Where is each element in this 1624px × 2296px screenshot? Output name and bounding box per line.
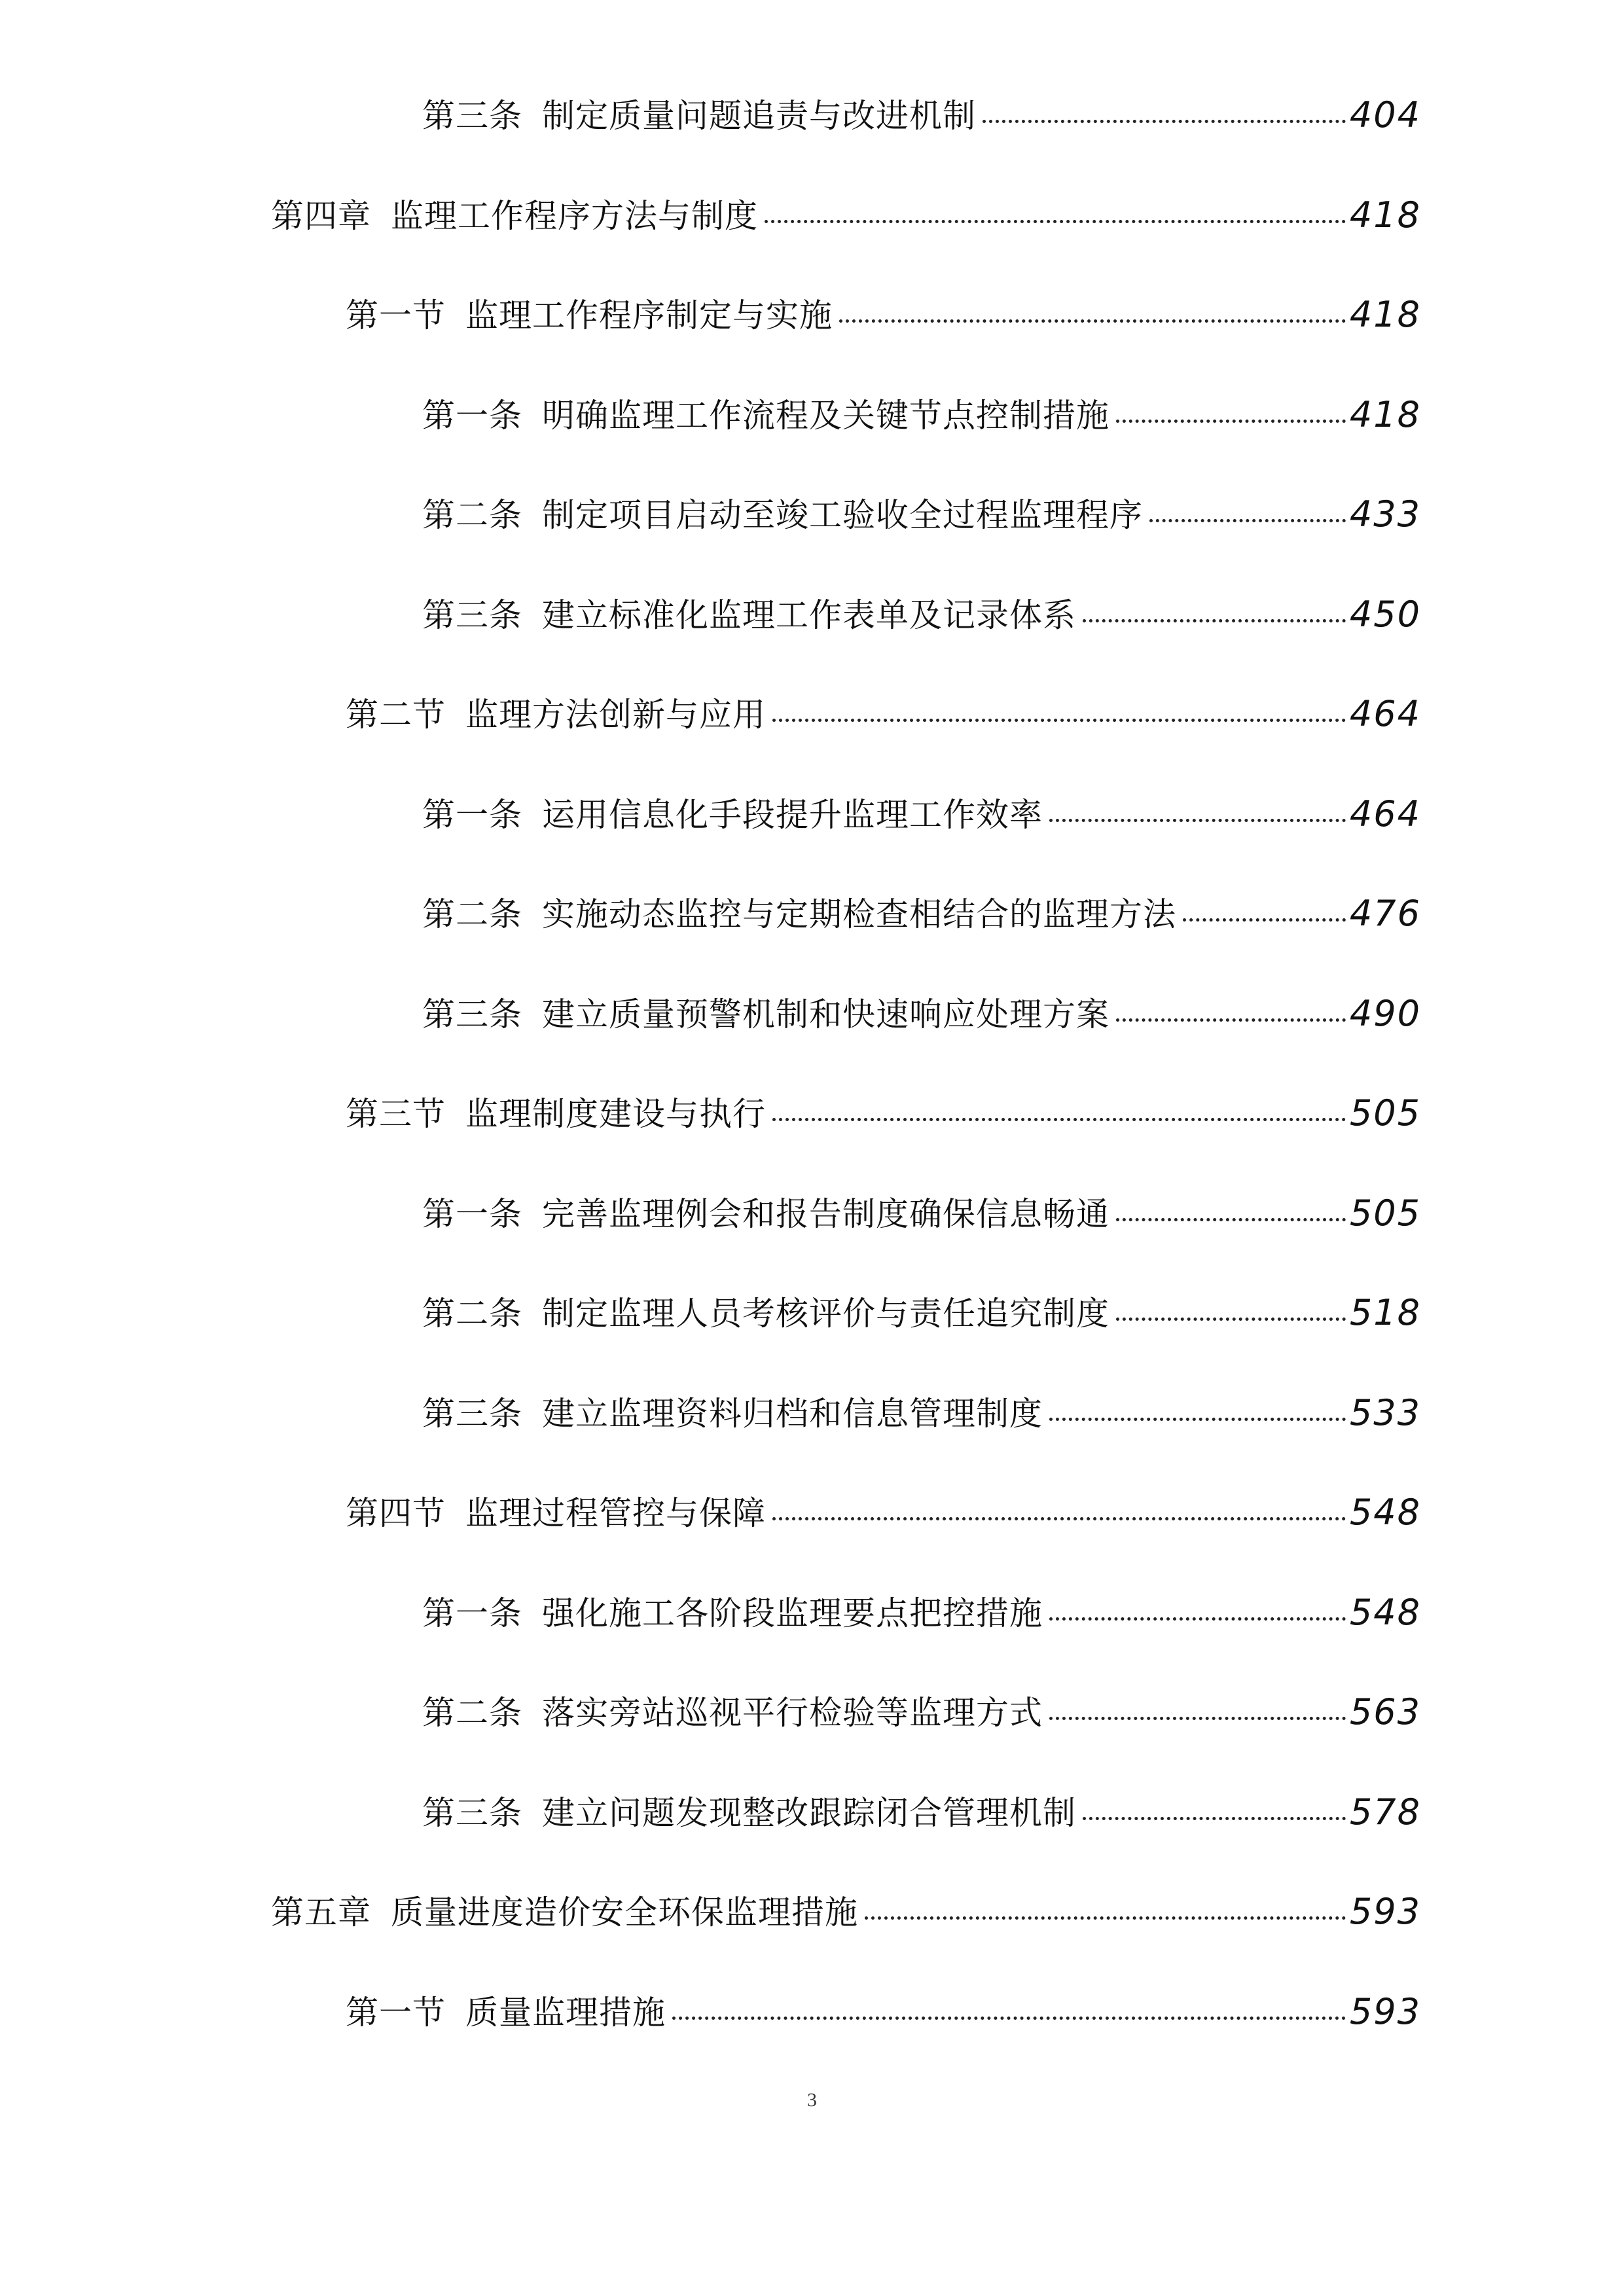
toc-entry-label: 第五章 <box>271 1893 371 1931</box>
toc-article-entry[interactable] <box>422 485 1421 544</box>
toc-dot-leader <box>672 2017 1346 2020</box>
toc-dot-leader <box>1183 918 1346 922</box>
toc-entry-page-number: 433 <box>1349 493 1421 535</box>
toc-dot-leader <box>1049 819 1346 822</box>
toc-dot-leader <box>772 719 1346 722</box>
toc-entry-title: 制定质量问题追责与改进机制 <box>542 97 976 135</box>
toc-section-entry[interactable] <box>346 685 1421 744</box>
toc-entry-label: 第二条 <box>422 1295 522 1333</box>
toc-entry-page-number: 476 <box>1349 893 1421 934</box>
toc-entry-label: 第一节 <box>346 1993 446 2032</box>
toc-entry-title: 监理方法创新与应用 <box>465 696 766 734</box>
toc-entry-title: 监理工作程序制定与实施 <box>465 296 833 334</box>
toc-entry-page-number: 404 <box>1349 94 1421 135</box>
toc-section-entry[interactable] <box>346 1483 1421 1542</box>
toc-dot-leader <box>1049 1418 1346 1421</box>
toc-entry-title: 完善监理例会和报告制度确保信息畅通 <box>542 1194 1110 1233</box>
toc-entry-title: 明确监理工作流程及关键节点控制措施 <box>542 396 1110 435</box>
toc-entry-page-number: 464 <box>1349 693 1421 734</box>
page-number: 3 <box>807 2089 817 2111</box>
toc-entry-label: 第四章 <box>271 196 371 235</box>
toc-chapter-entry[interactable] <box>271 186 1421 245</box>
toc-entry-page-number: 464 <box>1349 793 1421 834</box>
toc-entry-label: 第三条 <box>422 1793 522 1832</box>
toc-article-entry[interactable] <box>422 386 1421 444</box>
toc-entry-label: 第一条 <box>422 1194 522 1233</box>
toc-entry-page-number: 418 <box>1349 294 1421 335</box>
toc-entry-page-number: 490 <box>1349 992 1421 1034</box>
toc-dot-leader <box>1049 1617 1346 1621</box>
toc-dot-leader <box>839 319 1346 323</box>
toc-entry-title: 质量进度造价安全环保监理措施 <box>391 1893 858 1931</box>
toc-dot-leader <box>772 1118 1346 1121</box>
toc-section-entry[interactable] <box>346 1982 1421 2041</box>
toc-dot-leader <box>983 120 1346 123</box>
toc-dot-leader <box>765 220 1346 223</box>
toc-entry-title: 实施动态监控与定期检查相结合的监理方法 <box>542 895 1176 933</box>
toc-entry-title: 运用信息化手段提升监理工作效率 <box>542 795 1043 834</box>
toc-entry-page-number: 533 <box>1349 1391 1421 1433</box>
toc-entry-title: 建立标准化监理工作表单及记录体系 <box>542 596 1076 634</box>
toc-entry-title: 强化施工各阶段监理要点把控措施 <box>542 1594 1043 1632</box>
toc-entry-title: 监理过程管控与保障 <box>465 1494 766 1532</box>
toc-dot-leader <box>1083 1817 1346 1820</box>
toc-entry-page-number: 418 <box>1349 194 1421 236</box>
toc-dot-leader <box>1049 1717 1346 1720</box>
toc-article-entry[interactable] <box>422 86 1421 145</box>
toc-entry-label: 第三节 <box>346 1095 446 1133</box>
toc-article-entry[interactable] <box>422 1683 1421 1742</box>
toc-section-entry[interactable] <box>346 1084 1421 1143</box>
toc-entry-title: 监理工作程序方法与制度 <box>391 196 758 235</box>
toc-entry-label: 第三条 <box>422 995 522 1033</box>
toc-entry-title: 落实旁站巡视平行检验等监理方式 <box>542 1694 1043 1732</box>
toc-entry-title: 质量监理措施 <box>465 1993 666 2032</box>
toc-entry-page-number: 418 <box>1349 393 1421 435</box>
toc-entry-label: 第二条 <box>422 895 522 933</box>
toc-article-entry[interactable] <box>422 1283 1421 1342</box>
toc-entry-label: 第一节 <box>346 296 446 334</box>
toc-entry-label: 第一条 <box>422 396 522 435</box>
toc-dot-leader <box>1116 1218 1346 1221</box>
toc-dot-leader <box>1083 619 1346 622</box>
toc-entry-page-number: 548 <box>1349 1492 1421 1533</box>
toc-article-entry[interactable] <box>422 1384 1421 1443</box>
toc-entry-page-number: 593 <box>1349 1990 1421 2032</box>
toc-entry-label: 第二条 <box>422 496 522 534</box>
toc-entry-label: 第三条 <box>422 1394 522 1433</box>
toc-entry-page-number: 593 <box>1349 1891 1421 1932</box>
toc-entry-title: 制定监理人员考核评价与责任追究制度 <box>542 1295 1110 1333</box>
toc-entry-page-number: 505 <box>1349 1192 1421 1234</box>
toc-entry-title: 建立监理资料归档和信息管理制度 <box>542 1394 1043 1433</box>
toc-section-entry[interactable] <box>346 285 1421 344</box>
toc-dot-leader <box>1116 1018 1346 1022</box>
toc-entry-page-number: 563 <box>1349 1691 1421 1732</box>
toc-article-entry[interactable] <box>422 984 1421 1043</box>
toc-entry-title: 监理制度建设与执行 <box>465 1095 766 1133</box>
toc-article-entry[interactable] <box>422 785 1421 844</box>
toc-dot-leader <box>1116 1318 1346 1321</box>
toc-entry-label: 第三条 <box>422 97 522 135</box>
toc-entry-label: 第三条 <box>422 596 522 634</box>
toc-entry-title: 制定项目启动至竣工验收全过程监理程序 <box>542 496 1143 534</box>
toc-entry-label: 第二节 <box>346 696 446 734</box>
toc-article-entry[interactable] <box>422 585 1421 644</box>
toc-entry-label: 第四节 <box>346 1494 446 1532</box>
toc-dot-leader <box>865 1916 1346 1920</box>
toc-entry-label: 第一条 <box>422 795 522 834</box>
toc-dot-leader <box>772 1517 1346 1520</box>
toc-entry-page-number: 505 <box>1349 1092 1421 1134</box>
toc-entry-page-number: 450 <box>1349 593 1421 635</box>
toc-entry-label: 第一条 <box>422 1594 522 1632</box>
toc-article-entry[interactable] <box>422 884 1421 943</box>
toc-entry-page-number: 548 <box>1349 1591 1421 1633</box>
toc-article-entry[interactable] <box>422 1184 1421 1243</box>
toc-dot-leader <box>1149 519 1346 522</box>
toc-article-entry[interactable] <box>422 1783 1421 1842</box>
toc-entry-title: 建立问题发现整改跟踪闭合管理机制 <box>542 1793 1076 1832</box>
toc-dot-leader <box>1116 420 1346 423</box>
toc-chapter-entry[interactable] <box>271 1882 1421 1941</box>
toc-entry-page-number: 578 <box>1349 1791 1421 1833</box>
toc-entry-label: 第二条 <box>422 1694 522 1732</box>
toc-entry-page-number: 518 <box>1349 1292 1421 1333</box>
toc-entry-title: 建立质量预警机制和快速响应处理方案 <box>542 995 1110 1033</box>
toc-article-entry[interactable] <box>422 1583 1421 1642</box>
